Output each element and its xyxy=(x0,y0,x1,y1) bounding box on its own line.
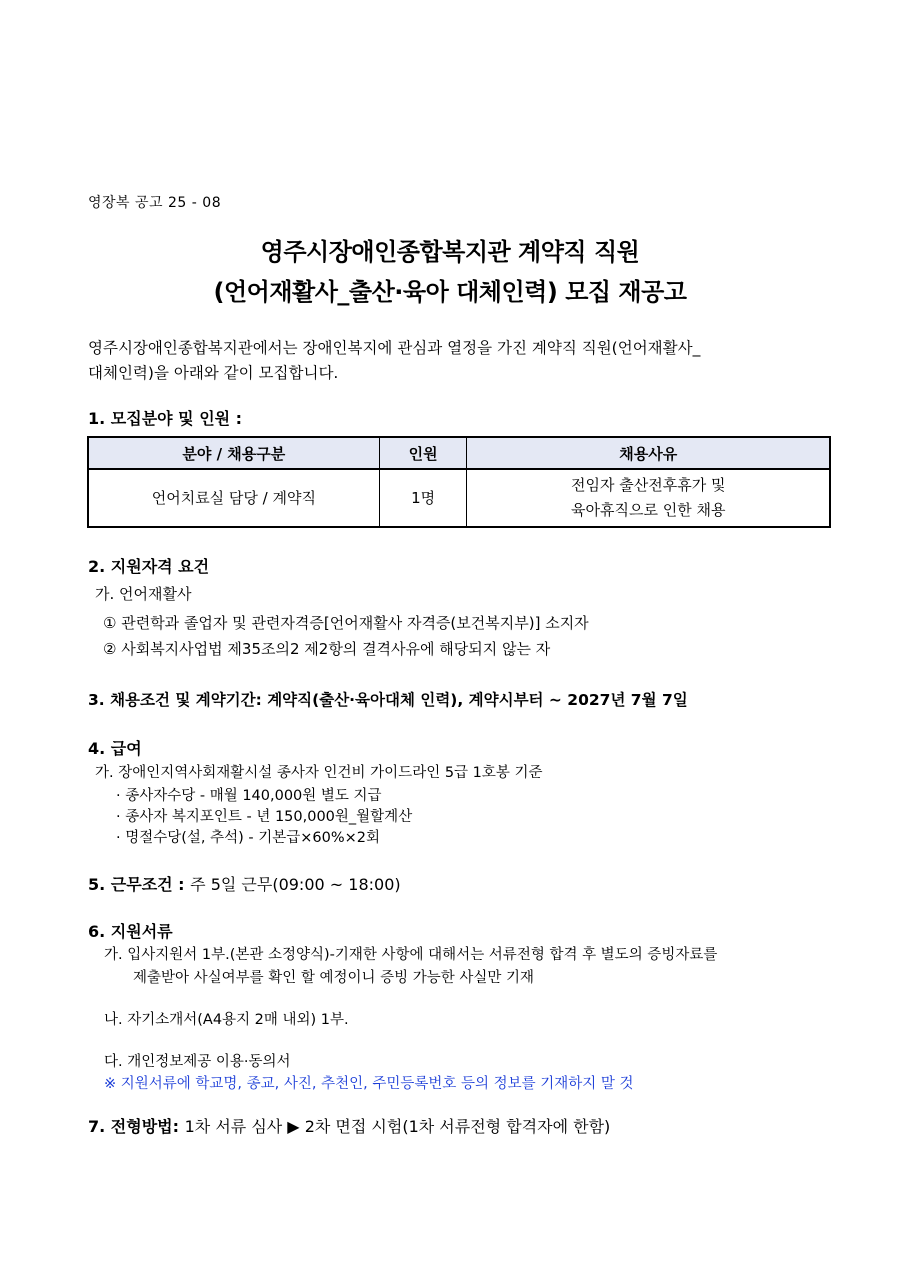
recruitment-table xyxy=(87,436,831,528)
section6-item2: 나. 자기소개서(A4용지 2매 내외) 1부. xyxy=(104,1012,349,1028)
reason-line1: 전임자 출산전후휴가 및 xyxy=(571,476,726,494)
table-row xyxy=(88,469,830,527)
section4-item1: · 종사자수당 - 매월 140,000원 별도 지급 xyxy=(116,788,382,804)
section2-item2: ② 사회복지사업법 제35조의2 제2항의 결격사유에 해당되지 않는 자 xyxy=(103,640,551,658)
section2-item1: ① 관련학과 졸업자 및 관련자격증[언어재활사 자격증(보건복지부)] 소지자 xyxy=(103,614,589,632)
page-title-line2: (언어재활사_출산·육아 대체인력) 모집 재공고 xyxy=(213,278,687,306)
section6-item1-line2: 제출받아 사실여부를 확인 할 예정이니 증빙 가능한 사실만 기재 xyxy=(133,970,535,986)
table-header-row xyxy=(88,437,830,469)
section6-item1-line1: 가. 입사지원서 1부.(본관 소정양식)-기재한 사항에 대해서는 서류전형 합격 후 별도의 증빙자료를 xyxy=(104,947,718,963)
page-title-line1: 영주시장애인종합복지관 계약직 직원 xyxy=(260,238,640,266)
section6-item3: 다. 개인정보제공 이용·동의서 xyxy=(104,1054,291,1070)
notice-number: 영장복 공고 25 - 08 xyxy=(88,195,222,211)
section6-warning: ※ 지원서류에 학교명, 종교, 사진, 추천인, 주민등록번호 등의 정보를 기재하지 말 것 xyxy=(104,1076,634,1092)
section5-rest: 주 5일 근무(09:00 ~ 18:00) xyxy=(190,875,401,894)
section7-heading xyxy=(88,1114,610,1137)
table-cell-field: 언어치료실 담당 / 계약직 xyxy=(88,469,379,527)
intro-line2: 대체인력)을 아래와 같이 모집합니다. xyxy=(88,364,339,382)
section4-sub: 가. 장애인지역사회재활시설 종사자 인건비 가이드라인 5급 1호봉 기준 xyxy=(95,765,543,781)
table-header-count: 인원 xyxy=(379,437,467,469)
table-header-reason: 채용사유 xyxy=(467,437,830,469)
section4-item2: · 종사자 복지포인트 - 년 150,000원_월할계산 xyxy=(116,809,413,825)
section5-label: 5. 근무조건 : xyxy=(88,875,185,894)
section1-heading: 1. 모집분야 및 인원 : xyxy=(88,409,243,428)
section6-heading: 6. 지원서류 xyxy=(88,922,173,941)
table-cell-count: 1명 xyxy=(379,469,467,527)
section2-sub: 가. 언어재활사 xyxy=(95,585,192,603)
section2-heading: 2. 지원자격 요건 xyxy=(88,557,210,576)
table-cell-reason xyxy=(467,469,830,527)
section4-item3: · 명절수당(설, 추석) - 기본급×60%×2회 xyxy=(116,830,381,846)
section7-rest: 1차 서류 심사 ▶ 2차 면접 시험(1차 서류전형 합격자에 한함) xyxy=(184,1117,611,1136)
section5-heading xyxy=(88,872,401,895)
table-header-field: 분야 / 채용구분 xyxy=(88,437,379,469)
intro-line1: 영주시장애인종합복지관에서는 장애인복지에 관심과 열정을 가진 계약직 직원(언어재활사_ xyxy=(88,339,701,357)
reason-line2: 육아휴직으로 인한 채용 xyxy=(571,501,726,519)
section7-label: 7. 전형방법: xyxy=(88,1117,180,1136)
section3-heading: 3. 채용조건 및 계약기간: 계약직(출산·육아대체 인력), 계약시부터 ~ 2027년 7월 7일 xyxy=(88,691,688,709)
intro-paragraph xyxy=(88,336,838,386)
section4-heading: 4. 급여 xyxy=(88,739,142,758)
